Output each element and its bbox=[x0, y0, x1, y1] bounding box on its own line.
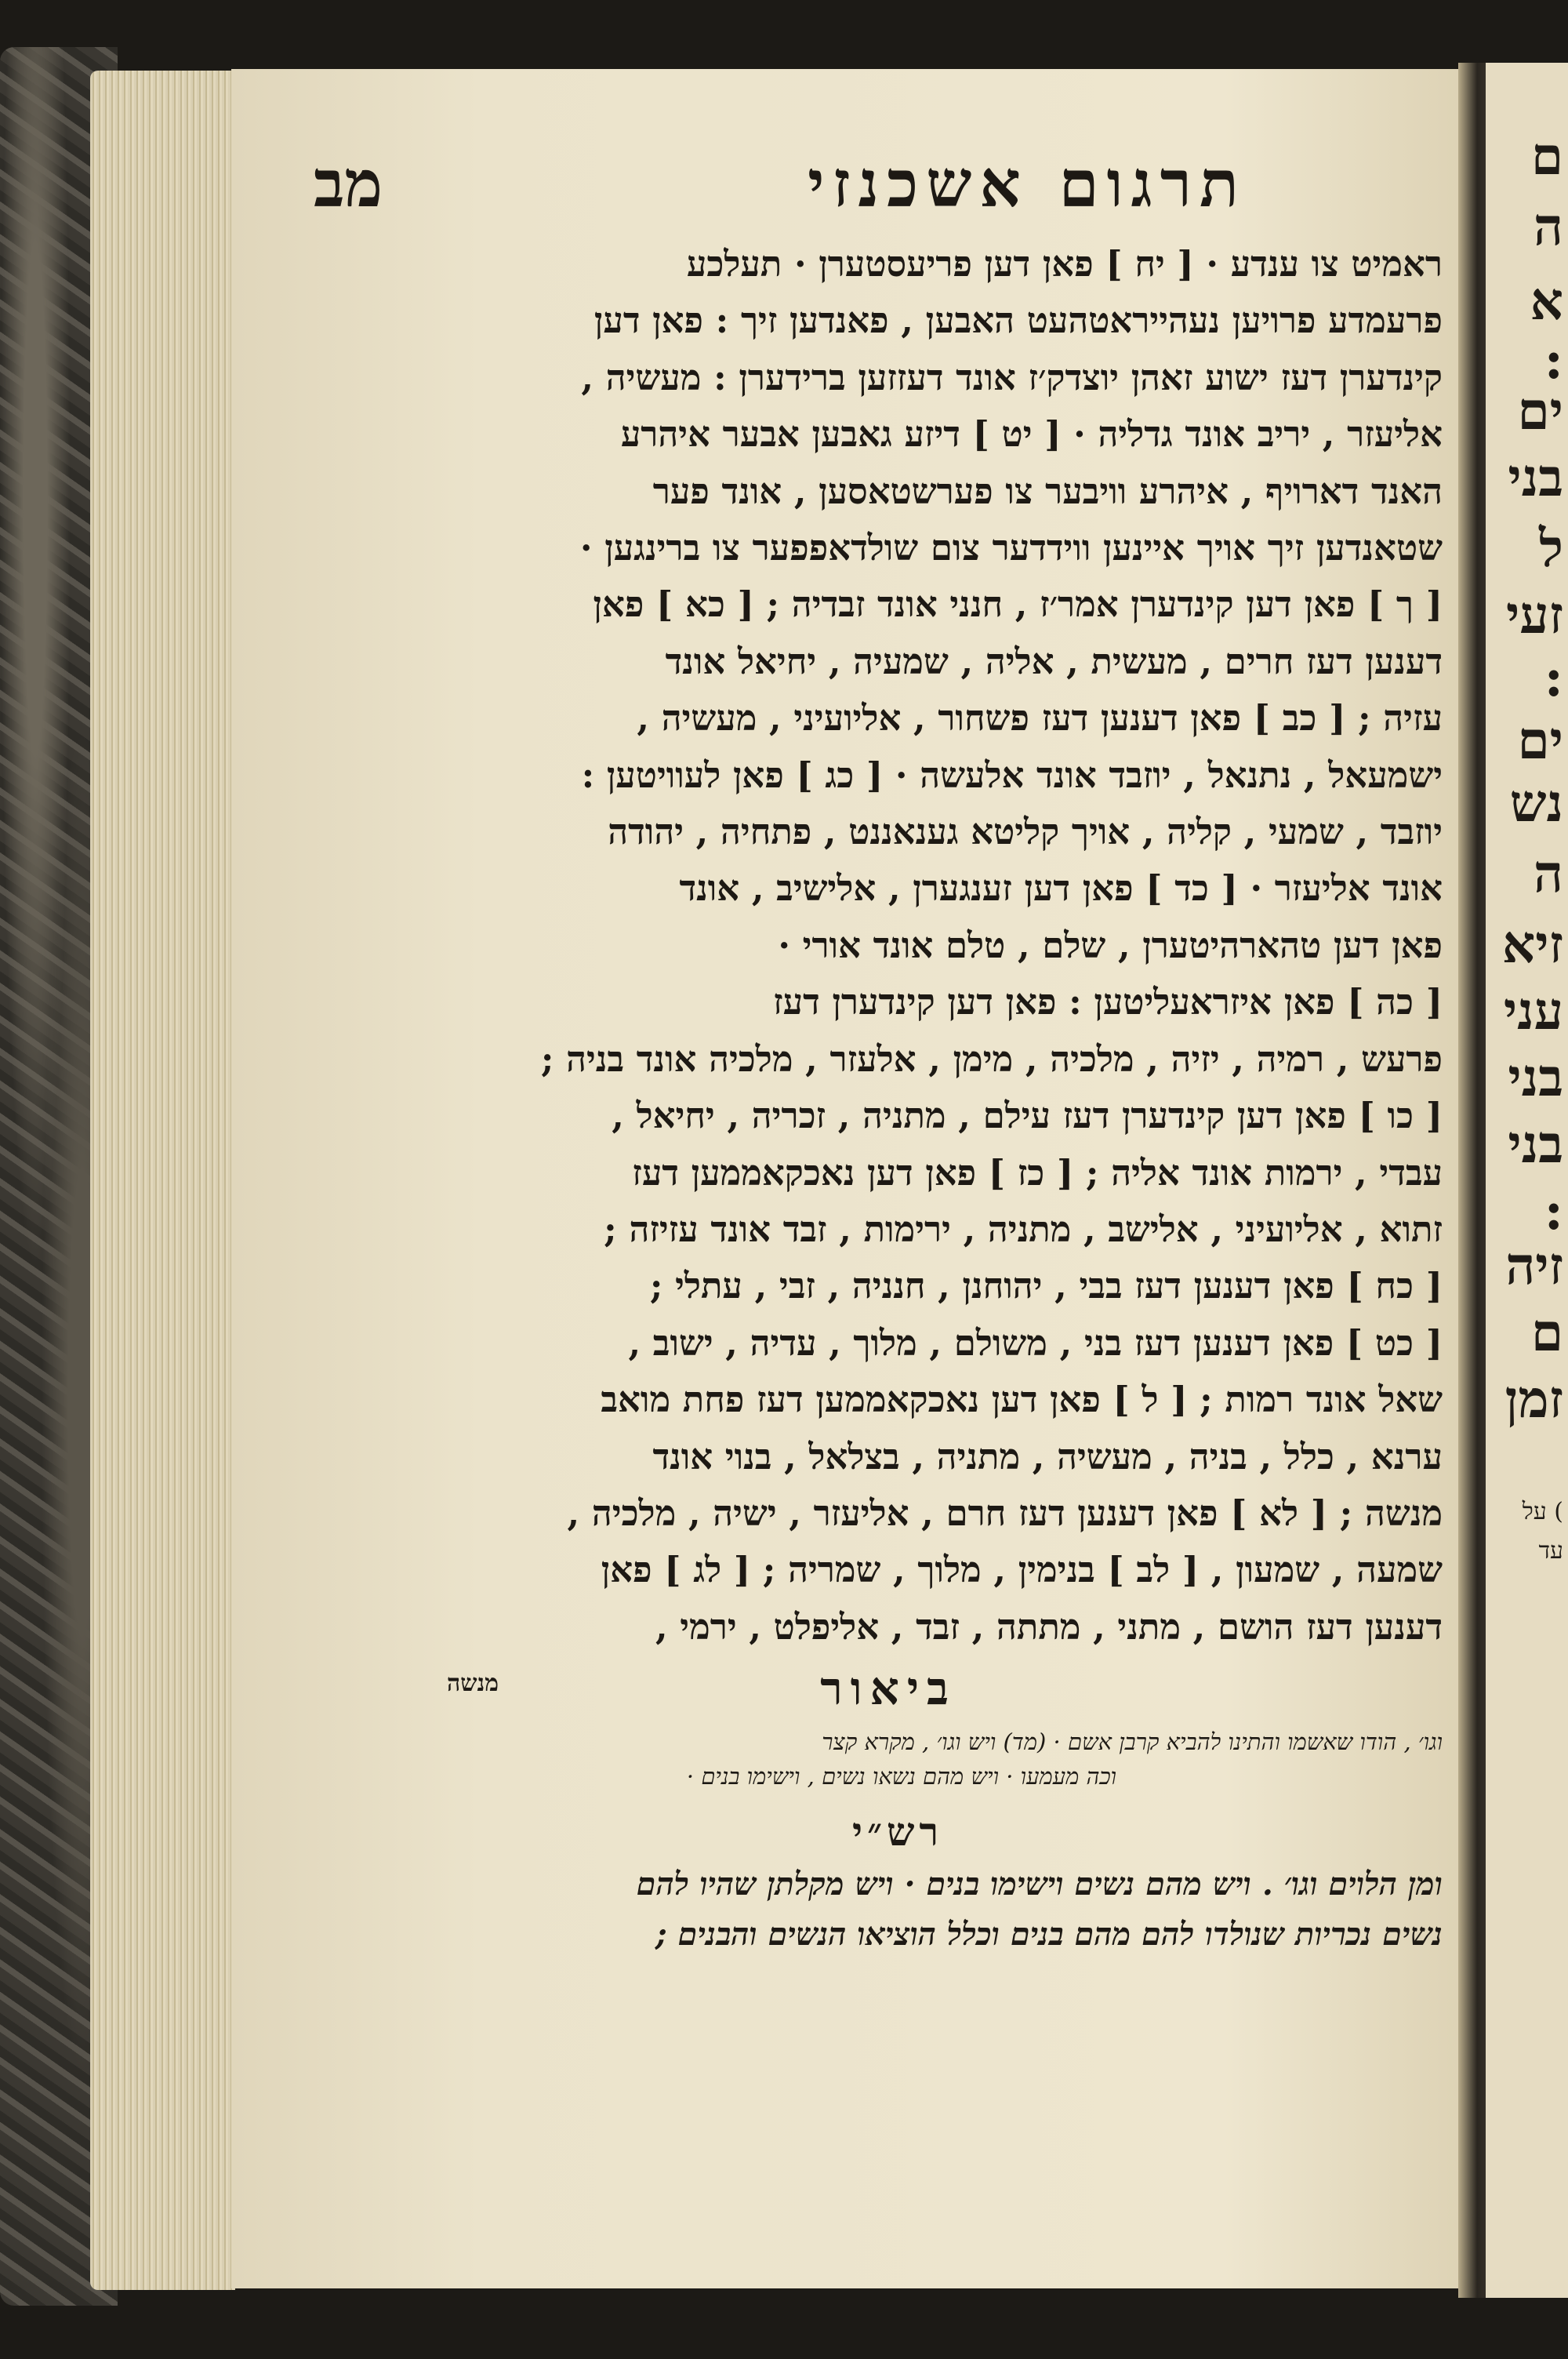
next-page-glyph: ים bbox=[1517, 710, 1563, 771]
next-page-glyph: עני bbox=[1503, 980, 1563, 1041]
next-page-glyph: זמן bbox=[1504, 1369, 1563, 1430]
page-edges bbox=[90, 71, 235, 2290]
next-page-glyph: זיה bbox=[1505, 1235, 1563, 1296]
text-line: פרעש , רמיה , יזיה , מלכיה , מימן , אלעזר , מלכיה אונד בניה ; bbox=[540, 1038, 1443, 1080]
next-page-glyph: בני bbox=[1508, 1114, 1563, 1175]
rashi-line: ומן הלוים וגו׳ . ויש מהם נשים וישימו בנים · ויש מקלתן שהיו להם bbox=[636, 1866, 1443, 1903]
text-line: עבדי , ירמות אונד אליה ; [ כז ] פאן דען נאכקאממען דעז bbox=[632, 1151, 1443, 1194]
next-page-glyph: נש bbox=[1509, 772, 1563, 834]
text-line: ראמיט צו ענדע · [ יח ] פאן דען פריעסטערן · תעלכע bbox=[686, 243, 1443, 285]
next-page-glyph: ם bbox=[1530, 1302, 1563, 1363]
right-page-fragment bbox=[1486, 63, 1568, 2298]
running-header bbox=[267, 137, 1443, 231]
next-page-glyph: : bbox=[1544, 329, 1563, 391]
page-text bbox=[267, 137, 1443, 1960]
text-line: [ כה ] פאן איזראעליטען : פאן דען קינדערן דעז bbox=[773, 981, 1443, 1023]
next-page-glyph: ה bbox=[1534, 196, 1563, 257]
biur-heading bbox=[267, 1662, 1443, 1725]
next-page-glyph: ים bbox=[1517, 380, 1563, 442]
text-line: [ ך ] פאן דען קינדערן אמר׳ז , חנני אונד זבדיה ; [ כא ] פאן bbox=[593, 583, 1443, 626]
text-line: קינדערן דעז ישוע זאהן יוצדק׳ז אונד דעזזען ברידערן : מעשיה , bbox=[581, 356, 1443, 398]
text-line: פאן דען טהארהיטערן , שלם , טלם אונד אורי · bbox=[778, 924, 1443, 966]
text-line: זתוא , אליועיני , אלישב , מתניה , ירימות , זבד אונד עזיזה ; bbox=[604, 1208, 1443, 1250]
next-page-glyph: : bbox=[1544, 1180, 1563, 1241]
next-page-glyph: : bbox=[1544, 647, 1563, 708]
text-line: ערנא , כלל , בניה , מעשיה , מתניה , בצלאל , בנוי אונד bbox=[652, 1435, 1443, 1478]
next-page-glyph: א bbox=[1530, 271, 1563, 332]
running-title: תרגום אשכנזי bbox=[808, 147, 1247, 222]
text-line: [ כו ] פאן דען קינדערן דעז עילם , מתניה , זכריה , יחיאל , bbox=[612, 1095, 1443, 1137]
text-line: שמעה , שמעון , [ לב ] בנימין , מלוך , שמריה ; [ לג ] פאן bbox=[601, 1549, 1443, 1591]
text-line: האנד דארויף , איהרע וויבער צו פערשטאסען , אונד פער bbox=[652, 470, 1443, 512]
next-page-glyph: ם bbox=[1530, 125, 1563, 187]
text-line: מנשה ; [ לא ] פאן דענען דעז חרם , אליעזר , ישיה , מלכיה , bbox=[567, 1492, 1443, 1534]
text-line: אליעזר , יריב אונד גדליה · [ יט ] דיזע גאבען אבער איהרע bbox=[620, 413, 1443, 456]
text-line: [ כט ] פאן דענען דעז בני , משולם , מלוך , עדיה , ישוב , bbox=[628, 1321, 1443, 1364]
next-page-glyph: ל bbox=[1539, 518, 1563, 579]
folio-number: מב bbox=[314, 147, 383, 222]
text-line: דענען דעז חרים , מעשית , אליה , שמעיה , יחיאל אונד bbox=[665, 640, 1443, 682]
text-line: אונד אליעזר · [ כד ] פאן דען זענגערן , אלישיב , אונד bbox=[679, 867, 1443, 910]
next-page-glyph: זיא bbox=[1501, 914, 1563, 975]
next-page-note: עד bbox=[1538, 1537, 1563, 1565]
text-line: ישמעאל , נתנאל , יוזבד אונד אלעשה · [ כג ] פאן לעוויטען : bbox=[581, 754, 1443, 796]
text-line: שטאנדען זיך אויך איינען ווידדער צום שולדאפפער צו ברינגען · bbox=[579, 527, 1443, 569]
biur-label: מנשה bbox=[447, 1670, 499, 1698]
rashi-title: רש״י bbox=[851, 1808, 944, 1856]
text-line: דענען דעז הושם , מתני , מתתה , זבד , אליפלט , ירמי , bbox=[655, 1605, 1443, 1648]
text-line: פרעמדע פרויען נעהייראטהעט האבען , פאנדען זיך : פאן דען bbox=[593, 300, 1443, 342]
text-line: עזיה ; [ כב ] פאן דענען דעז פשחור , אליועיני , מעשיה , bbox=[637, 697, 1443, 740]
biur-line: וגו׳ , הודו שאשמו והתינו להביא קרבן אשם · (מד) ויש וגו׳ , מקרא קצר bbox=[822, 1728, 1443, 1756]
main-text bbox=[267, 236, 1443, 1656]
text-line: שאל אונד רמות ; [ ל ] פאן דען נאכקאממען דעז פחת מואב bbox=[601, 1379, 1443, 1421]
next-page-glyph: זעי bbox=[1505, 584, 1563, 645]
rashi-line: נשים נכריות שנולדו להם מהם בנים וכלל הוציאו הנשים והבנים ; bbox=[655, 1916, 1443, 1954]
text-line: [ כח ] פאן דענען דעז בבי , יהוחנן , חנניה , זבי , עתלי ; bbox=[649, 1265, 1443, 1307]
next-page-glyph: בני bbox=[1508, 1047, 1563, 1108]
next-page-glyph: בני bbox=[1508, 447, 1563, 508]
text-line: יוזבד , שמעי , קליה , אויך קליטא גענאננט , פתחיה , יהודה bbox=[608, 811, 1443, 853]
biur-title: ביאור bbox=[820, 1662, 956, 1716]
next-page-note: על ( bbox=[1522, 1498, 1563, 1525]
next-page-glyph: ה bbox=[1534, 843, 1563, 904]
book-gutter bbox=[1458, 63, 1490, 2298]
biur-line: וכה מעמעו · ויש מהם נשאו נשים , וישימו בנים · bbox=[686, 1763, 1117, 1790]
